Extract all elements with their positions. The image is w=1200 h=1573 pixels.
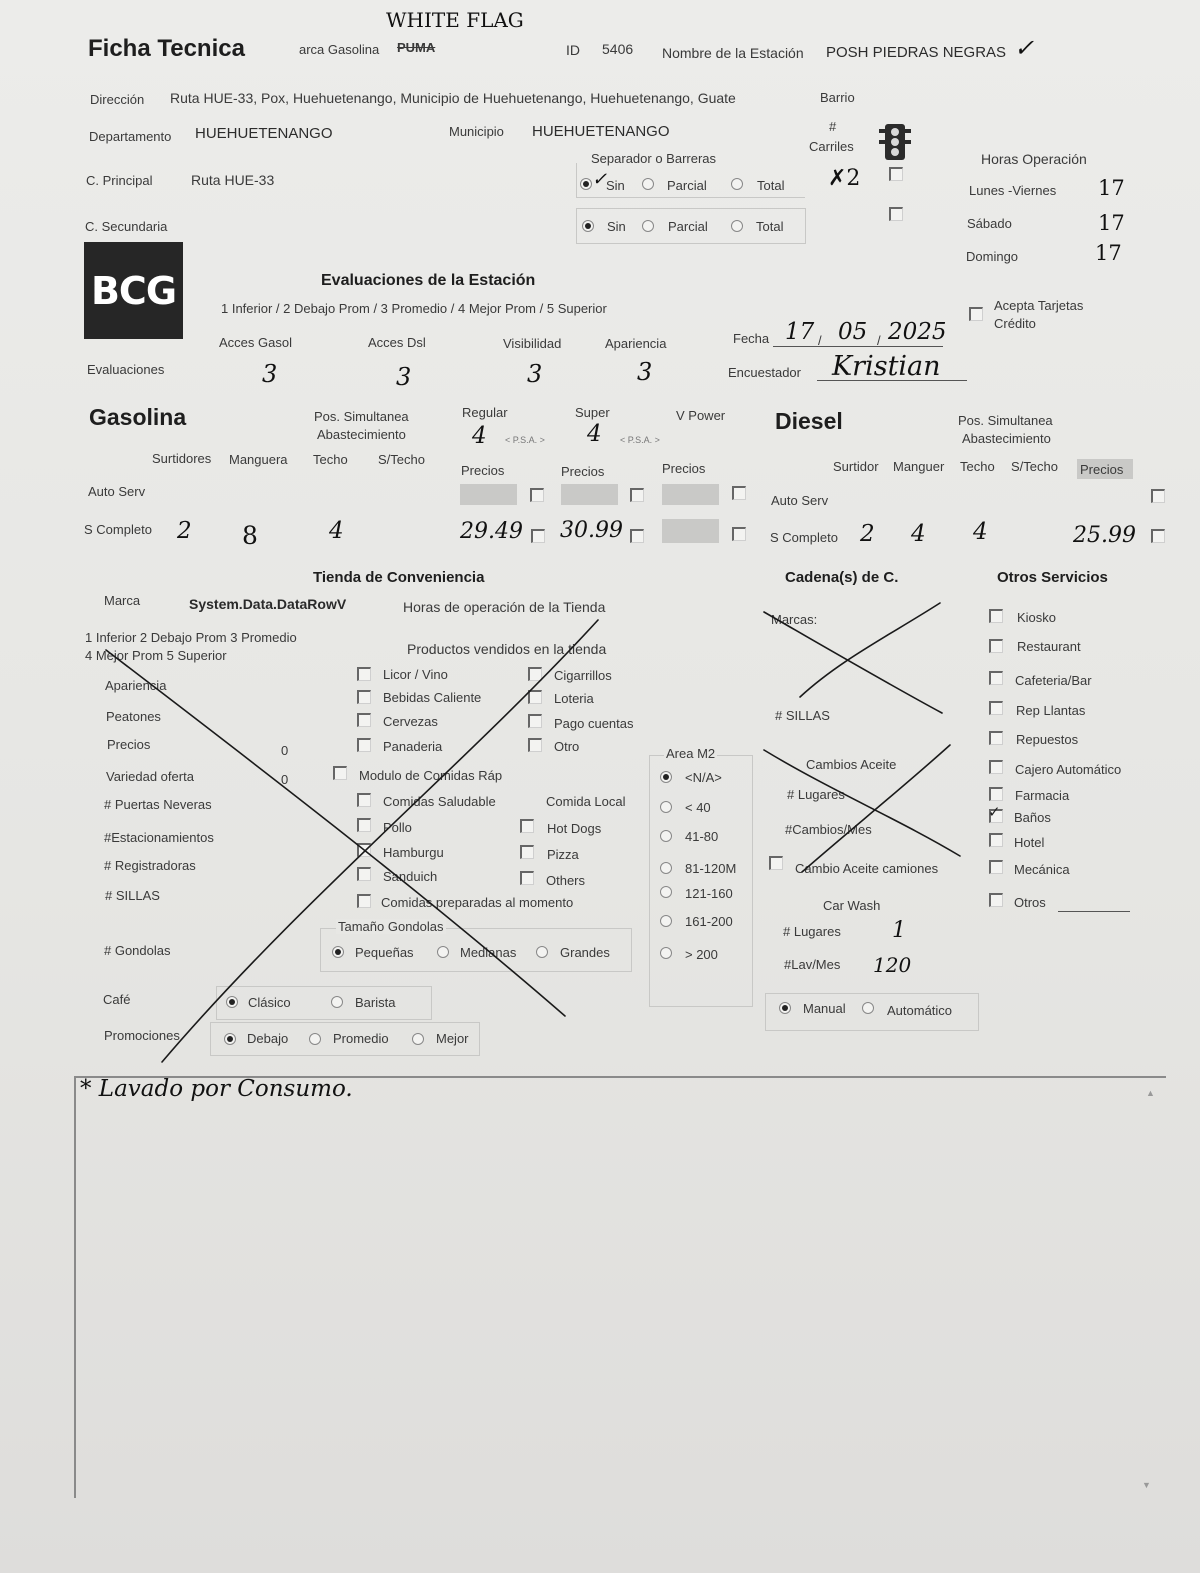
cajero-label: Cajero Automático: [1015, 762, 1122, 777]
tienda-cross-line-2: [162, 620, 598, 1062]
restaurant-label: Restaurant: [1017, 639, 1081, 654]
rep-llantas-label: Rep Llantas: [1016, 703, 1086, 718]
diesel-pos-line2: Abastecimiento: [962, 431, 1051, 446]
panaderia-label: Panaderia: [383, 739, 443, 754]
diesel-pos-line1: Pos. Simultanea: [958, 413, 1053, 428]
marca-gasolina-label: arca Gasolina: [299, 42, 380, 57]
separator-1-parcial-label: Parcial: [667, 178, 707, 193]
diesel-sc-surtidor: 2: [860, 521, 875, 547]
area-gt200-label: > 200: [685, 947, 718, 962]
regular-pos-value: 4: [472, 423, 487, 449]
surtidores-header: Surtidores: [152, 451, 212, 466]
productos-label: Productos vendidos en la tienda: [407, 641, 607, 657]
gasolina-auto-serv-label: Auto Serv: [88, 484, 146, 499]
repuestos-label: Repuestos: [1016, 732, 1079, 747]
municipio-label: Municipio: [449, 124, 504, 139]
barrio-label: Barrio: [820, 90, 855, 105]
id-value: 5406: [602, 41, 634, 57]
super-pos-value: 4: [587, 421, 602, 447]
marca-gasolina-struck: PUMA: [397, 40, 436, 55]
c-principal-label: C. Principal: [86, 173, 153, 188]
otros-servicios-title: Otros Servicios: [997, 569, 1108, 586]
diesel-manguer-header: Manguer: [893, 459, 945, 474]
direccion-value: Ruta HUE-33, Pox, Huehuetenango, Municipio de Huehuetenango, Huehuetenango, Guate: [170, 90, 736, 106]
horas-operacion-title: Horas Operación: [981, 151, 1087, 167]
carriles-hash: #: [829, 119, 837, 134]
vpower-label: V Power: [676, 408, 726, 423]
super-precios-header: Precios: [561, 464, 605, 479]
super-price-value: 30.99: [560, 518, 623, 543]
eval-apariencia-value: 3: [637, 358, 653, 386]
pequenas-label: Pequeñas: [355, 945, 414, 960]
carwash-lugares-value: 1: [892, 918, 906, 943]
gasolina-sc-surtidores: 2: [177, 518, 192, 544]
gasolina-s-completo-label: S Completo: [84, 522, 152, 537]
otro-label: Otro: [554, 739, 580, 754]
camiones-label: Cambio Aceite camiones: [795, 861, 939, 876]
tienda-marca-label: Marca: [104, 593, 141, 608]
tienda-marca-value: System.Data.DataRowV: [189, 596, 347, 612]
gasolina-sc-manguera: 8: [242, 521, 258, 550]
gasolina-title: Gasolina: [89, 404, 187, 430]
carriles-label: Carriles: [809, 139, 854, 154]
evaluaciones-row-label: Evaluaciones: [87, 362, 165, 377]
regular-precios-header: Precios: [461, 463, 505, 478]
otros-label: Otros: [1014, 895, 1046, 910]
evaluation-scale: 1 Inferior / 2 Debajo Prom / 3 Promedio / 4 Mejor Prom / 5 Superior: [221, 301, 607, 316]
encuestador-label: Encuestador: [728, 365, 801, 380]
carriles-value: ✗2: [828, 166, 861, 191]
area-title: Area M2: [666, 746, 716, 761]
precios-value: 0: [281, 743, 289, 758]
separator-2-parcial-label: Parcial: [668, 219, 708, 234]
cambios-aceite-title: Cambios Aceite: [806, 757, 897, 772]
techo-header: Techo: [313, 452, 348, 467]
clasico-label: Clásico: [248, 995, 291, 1010]
saturday-value: 17: [1098, 211, 1125, 235]
station-name-label: Nombre de la Estación: [662, 45, 804, 61]
tienda-cross-line-1: [106, 650, 565, 1016]
eval-visibilidad-value: 3: [527, 360, 543, 388]
others-label: Others: [546, 873, 586, 888]
credito-label: Crédito: [994, 316, 1036, 331]
bebidas-label: Bebidas Caliente: [383, 690, 482, 705]
diesel-s-completo-label: S Completo: [770, 530, 838, 545]
bcg-logo: BCG: [84, 242, 183, 339]
departamento-label: Departamento: [89, 129, 172, 144]
separator-1-check: ✓: [592, 169, 608, 190]
promociones-label: Promociones: [104, 1028, 180, 1043]
diesel-price-value: 25.99: [1073, 523, 1136, 548]
pizza-label: Pizza: [547, 847, 579, 862]
form-sheet: Ficha Tecnica arca Gasolina PUMA WHITE FLAG ID 5406 Nombre de la Estación POSH PIEDRAS NEGRAS ✓ Dirección Ruta HUE-33, Pox, Huehuetenango, Municipio de Huehuetenango, Huehuetenango, Guate Barrio Departamento HUEHUETENANGO Municipio HUEHUETENANGO C. Principal Ruta HUE-33 C. Secundaria Separador o Barreras ✓ Sin Parcial Total Sin Parcial Total # Carriles ✗2 Horas Operación Lunes -Viernes 17 Sábado 17 Domingo 17 BCG Evaluaciones de la Estación 1 Inferior / 2 Debajo Prom / 3 Promedio / 4 Mejor Prom / 5 Superior Acepta Tarjetas Crédito Acces Gasol Acces Dsl Visibilidad Apariencia Evaluaciones 3 3 3 3 Fecha 17 / 05 / 2025 Encuestador Kristian Gasolina Pos. Simultanea Abastecimiento Regular Super V Power 4 < P.S.A. > 4 < P.S.A. > Surtidores Manguera Techo S/Techo Precios Precios Precios Auto Serv S Completo 2 8 4 29.49 30.99 Diesel Pos. Simultanea Abastecimiento Surtidor Manguer Techo S/Techo Precios Auto Serv S Completo 2 4 4 25.99 Tienda de Conveniencia Marca System.Data.DataRowV Horas de operación de la Tienda 1 Inferior 2 Debajo Prom 3 Promedio 4 Mejor Prom 5 Superior Productos vendidos en la tienda Apariencia Peatones Precios 0 Variedad oferta 0 # Puertas Neveras #Estacionamientos # Registradoras # SILLAS # Gondolas Café Promociones Licor / Vino Bebidas Caliente Cervezas Panaderia Cigarrillos Loteria Pago cuentas Otro Modulo de Comidas Ráp Comidas Saludable Comida Local Pollo Hot Dogs Hamburgu Pizza Sanduich Others Comidas preparadas al momento Tamaño Gondolas Pequeñas Medianas Grandes Clásico Barista Debajo Promedio Mejor Area M2 <N/A> < 40 41-80 81-120M 121-160 161-200 > 200 Cadena(s) de C. Marcas: # SILLAS Cambios Aceite # Lugares #Cambios/Mes Cambio Aceite camiones Car Wash # Lugares 1 #Lav/Mes 120 Manual Automático Otros Servicios Kiosko Restaurant Cafeteria/Bar Rep Llantas Repuestos Cajero Automático Farmacia ✓ Baños Hotel Mecánica Otros * Lavado por Consumo. ▲ ▼: [0, 0, 1200, 1573]
loteria-label: Loteria: [554, 691, 594, 706]
hotel-label: Hotel: [1014, 835, 1045, 850]
apariencia-header: Apariencia: [605, 336, 667, 351]
super-psa: < P.S.A. >: [620, 435, 660, 445]
sanduich-label: Sanduich: [383, 869, 438, 884]
modulo-label: Modulo de Comidas Ráp: [359, 768, 503, 783]
regular-price-value: 29.49: [460, 519, 523, 544]
diesel-sc-techo: 4: [973, 519, 988, 545]
marca-gasolina-handwritten: WHITE FLAG: [386, 8, 524, 32]
acces-gasol-header: Acces Gasol: [219, 335, 292, 350]
tienda-scale-line1: 1 Inferior 2 Debajo Prom 3 Promedio: [85, 630, 297, 645]
sillas-label: # SILLAS: [105, 888, 160, 903]
super-label: Super: [575, 405, 610, 420]
mejor-label: Mejor: [436, 1031, 469, 1046]
pollo-label: Pollo: [383, 820, 412, 835]
diesel-precios-header: Precios: [1080, 462, 1124, 477]
cafe-label: Café: [103, 992, 131, 1007]
automatico-label: Automático: [887, 1003, 953, 1018]
cambios-lugares-label: # Lugares: [787, 787, 845, 802]
separator-1-total-label: Total: [757, 178, 785, 193]
diesel-surtidor-header: Surtidor: [833, 459, 879, 474]
fecha-month: 05: [838, 319, 868, 345]
diesel-title: Diesel: [775, 408, 843, 434]
diesel-stecho-header: S/Techo: [1011, 459, 1058, 474]
manual-label: Manual: [803, 1001, 846, 1016]
acces-dsl-header: Acces Dsl: [368, 335, 426, 350]
vpower-precios-header: Precios: [662, 461, 706, 476]
c-principal-value: Ruta HUE-33: [191, 172, 275, 188]
grandes-label: Grandes: [560, 945, 610, 960]
tienda-horas-label: Horas de operación de la Tienda: [403, 599, 606, 615]
c-secundaria-label: C. Secundaria: [85, 219, 168, 234]
separator-label: Separador o Barreras: [591, 151, 717, 166]
comida-local-label: Comida Local: [546, 794, 626, 809]
marcas-cross-line-1: [764, 612, 942, 713]
promedio-label: Promedio: [333, 1031, 389, 1046]
cambios-cross-line-2: [802, 745, 950, 872]
licor-label: Licor / Vino: [383, 667, 448, 682]
area-na-label: <N/A>: [685, 770, 722, 785]
hamburgu-label: Hamburgu: [383, 845, 444, 860]
medianas-label: Medianas: [460, 945, 517, 960]
regular-label: Regular: [462, 405, 508, 420]
visibilidad-header: Visibilidad: [503, 336, 562, 351]
tienda-scale-line2: 4 Mejor Prom 5 Superior: [85, 648, 227, 663]
tienda-title: Tienda de Conveniencia: [313, 569, 485, 586]
gondolas-label: # Gondolas: [104, 943, 171, 958]
diesel-sc-manguer: 4: [911, 521, 926, 547]
acepta-tarjetas-label: Acepta Tarjetas: [994, 298, 1084, 313]
cervezas-label: Cervezas: [383, 714, 438, 729]
saturday-label: Sábado: [967, 216, 1012, 231]
station-name-value: POSH PIEDRAS NEGRAS: [826, 44, 1007, 61]
variedad-value: 0: [281, 772, 289, 787]
pago-label: Pago cuentas: [554, 716, 634, 731]
manguera-header: Manguera: [229, 452, 288, 467]
municipio-value: HUEHUETENANGO: [532, 123, 670, 140]
peatones-label: Peatones: [106, 709, 161, 724]
carwash-lav-label: #Lav/Mes: [784, 957, 841, 972]
direccion-label: Dirección: [90, 92, 145, 107]
gasolina-pos-line1: Pos. Simultanea: [314, 409, 409, 424]
banos-label: Baños: [1014, 810, 1051, 825]
fecha-day: 17: [785, 319, 815, 345]
fecha-label: Fecha: [733, 331, 770, 346]
diesel-techo-header: Techo: [960, 459, 995, 474]
cigarrillos-label: Cigarrillos: [554, 668, 612, 683]
gasolina-pos-line2: Abastecimiento: [317, 427, 406, 442]
car-wash-title: Car Wash: [823, 898, 881, 913]
notes-text: * Lavado por Consumo.: [80, 1076, 353, 1102]
cadena-title: Cadena(s) de C.: [785, 569, 899, 586]
area-81-120-label: 81-120M: [685, 861, 737, 876]
departamento-value: HUEHUETENANGO: [195, 125, 333, 142]
kiosko-label: Kiosko: [1017, 610, 1057, 625]
sunday-value: 17: [1095, 241, 1122, 265]
area-161-200-label: 161-200: [685, 914, 733, 929]
area-121-160-label: 121-160: [685, 886, 733, 901]
area-41-80-label: 41-80: [685, 829, 719, 844]
diesel-auto-serv-label: Auto Serv: [771, 493, 829, 508]
sunday-label: Domingo: [966, 249, 1019, 264]
scroll-down-icon[interactable]: ▼: [1142, 1480, 1151, 1490]
marcas-cross-line-2: [800, 603, 940, 697]
carwash-lugares-label: # Lugares: [783, 924, 841, 939]
preparadas-label: Comidas preparadas al momento: [381, 895, 574, 910]
farmacia-label: Farmacia: [1015, 788, 1070, 803]
id-label: ID: [566, 42, 580, 58]
area-lt40-label: < 40: [685, 800, 711, 815]
cambios-mes-label: #Cambios/Mes: [785, 822, 872, 837]
hotdogs-label: Hot Dogs: [547, 821, 602, 836]
separator-2-total-label: Total: [756, 219, 784, 234]
eval-acces-dsl-value: 3: [396, 363, 412, 391]
regular-psa: < P.S.A. >: [505, 435, 545, 445]
variedad-label: Variedad oferta: [106, 769, 194, 784]
apariencia-label: Apariencia: [105, 678, 167, 693]
gondolas-size-label: Tamaño Gondolas: [338, 919, 444, 934]
eval-acces-gasol-value: 3: [262, 360, 278, 388]
cambios-cross-line-1: [764, 750, 960, 856]
mecanica-label: Mecánica: [1014, 862, 1070, 877]
stecho-header: S/Techo: [378, 452, 425, 467]
cadena-sillas-label: # SILLAS: [775, 708, 830, 723]
fecha-year: 2025: [888, 319, 947, 345]
cadena-marcas-label: Marcas:: [771, 612, 818, 627]
form-title: Ficha Tecnica: [88, 35, 245, 62]
debajo-label: Debajo: [247, 1031, 289, 1046]
precios-label: Precios: [107, 737, 151, 752]
evaluaciones-title: Evaluaciones de la Estación: [321, 272, 536, 289]
gasolina-sc-techo: 4: [329, 518, 344, 544]
weekday-label: Lunes -Viernes: [969, 183, 1057, 198]
separator-2-sin-label: Sin: [607, 219, 626, 234]
scroll-up-icon[interactable]: ▲: [1146, 1088, 1155, 1098]
puertas-label: # Puertas Neveras: [104, 797, 212, 812]
estacionamientos-label: #Estacionamientos: [104, 830, 214, 845]
weekday-value: 17: [1098, 176, 1125, 200]
checkmark-icon: ✓: [1014, 34, 1035, 62]
encuestador-value: Kristian: [832, 351, 941, 382]
saludable-label: Comidas Saludable: [383, 794, 496, 809]
cafeteria-label: Cafeteria/Bar: [1015, 673, 1092, 688]
banos-check-mark: ✓: [988, 804, 1001, 821]
registradoras-label: # Registradoras: [104, 858, 196, 873]
separator-1-sin-label: Sin: [606, 178, 625, 193]
carwash-lav-value: 120: [873, 953, 912, 977]
barista-label: Barista: [355, 995, 396, 1010]
